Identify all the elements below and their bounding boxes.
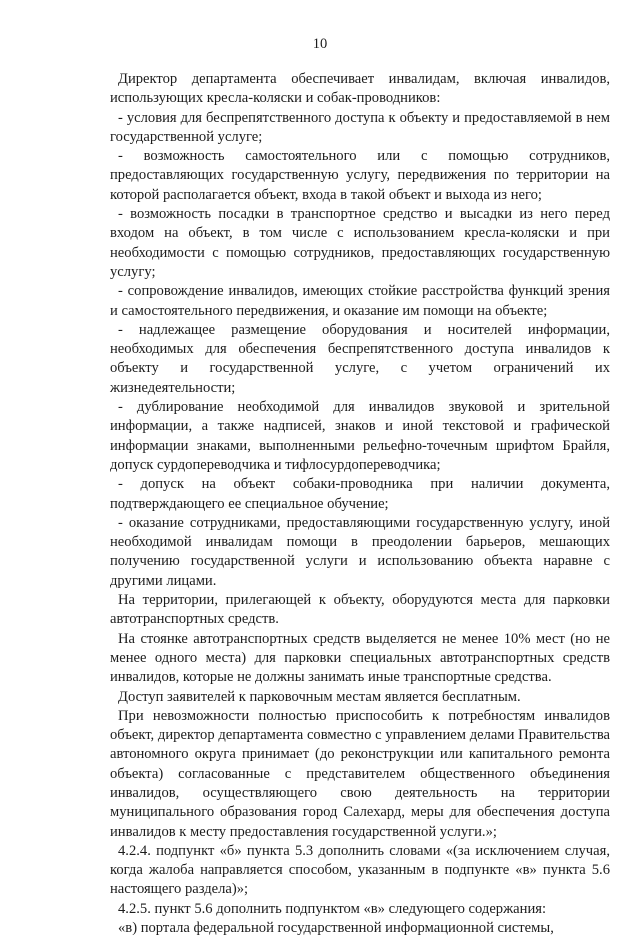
list-item: - сопровождение инвалидов, имеющих стойкие расстройства функций зрения и самостоятельного передвижения, и оказание им помощи на объекте; [110,283,610,319]
list-item: - условия для беспрепятственного доступа к объекту и предоставляемой в нем государственной услуге; [110,109,610,145]
list-item: - дублирование необходимой для инвалидов звуковой и зрительной информации, а также надписей, знаков и иной текстовой и графической информации знаками, выполненными рельефно-точечным шрифтом Брайля, допуск сурдопереводчика и тифлосурдопереводчика; [110,399,610,473]
document-body [110,70,610,938]
list-item: - возможность посадки в транспортное средство и высадки из него перед входом на объект, в том числе с использованием кресла-коляски и при необходимости с помощью сотрудников, предоставляющих государственную услугу; [110,206,610,280]
list-item: - допуск на объект собаки-проводника при наличии документа, подтверждающего ее специальное обучение; [110,476,610,512]
paragraph: При невозможности полностью приспособить к потребностям инвалидов объект, директор департамента совместно с управлением делами Правительства автономного округа принимает (до реконструкции или капитального ремонта объекта) согласованные с представителем общественного объединения инвалидов, осуществляющего свою деятельность на территории муниципального образования город Салехард, меры для обеспечения доступа инвалидов к месту предоставления государственной услуги.»; [110,707,610,840]
paragraph: 4.2.5. пункт 5.6 дополнить подпунктом «в» следующего содержания: [118,900,547,917]
list-item: - возможность самостоятельного или с помощью сотрудников, предоставляющих государственную услугу, передвижения по территории на которой располагается объект, входа в такой объект и выхода из него; [110,148,610,203]
paragraph: На территории, прилегающей к объекту, оборудуются места для парковки автотранспортных средств. [110,592,610,628]
page-number: 10 [312,36,328,52]
paragraph: «в) портала федеральной государственной информационной системы, [118,920,554,937]
list-item: - надлежащее размещение оборудования и носителей информации, необходимых для обеспечения беспрепятственного доступа инвалидов к объекту и государственной услуге, с учетом ограничений их жизнедеятельности; [110,321,610,396]
paragraph: Директор департамента обеспечивает инвалидам, включая инвалидов, использующих кресла-коляски и собак-проводников: [110,71,610,107]
paragraph: На стоянке автотранспортных средств выделяется не менее 10% мест (но не менее одного места) для парковки специальных автотранспортных средств инвалидов, которые не должны занимать иные транспортные средства. [110,630,610,686]
paragraph: Доступ заявителей к парковочным местам является бесплатным. [118,688,521,705]
paragraph: 4.2.4. подпункт «б» пункта 5.3 дополнить словами «(за исключением случая, когда жалоба направляется способом, указанным в подпункте «в» пункта 5.6 настоящего раздела)»; [110,842,610,898]
list-item: - оказание сотрудниками, предоставляющими государственную услугу, иной необходимой инвалидам помощи в преодолении барьеров, мешающих получению государственной услуги и использованию объекта наравне с другими лицами. [110,514,610,589]
